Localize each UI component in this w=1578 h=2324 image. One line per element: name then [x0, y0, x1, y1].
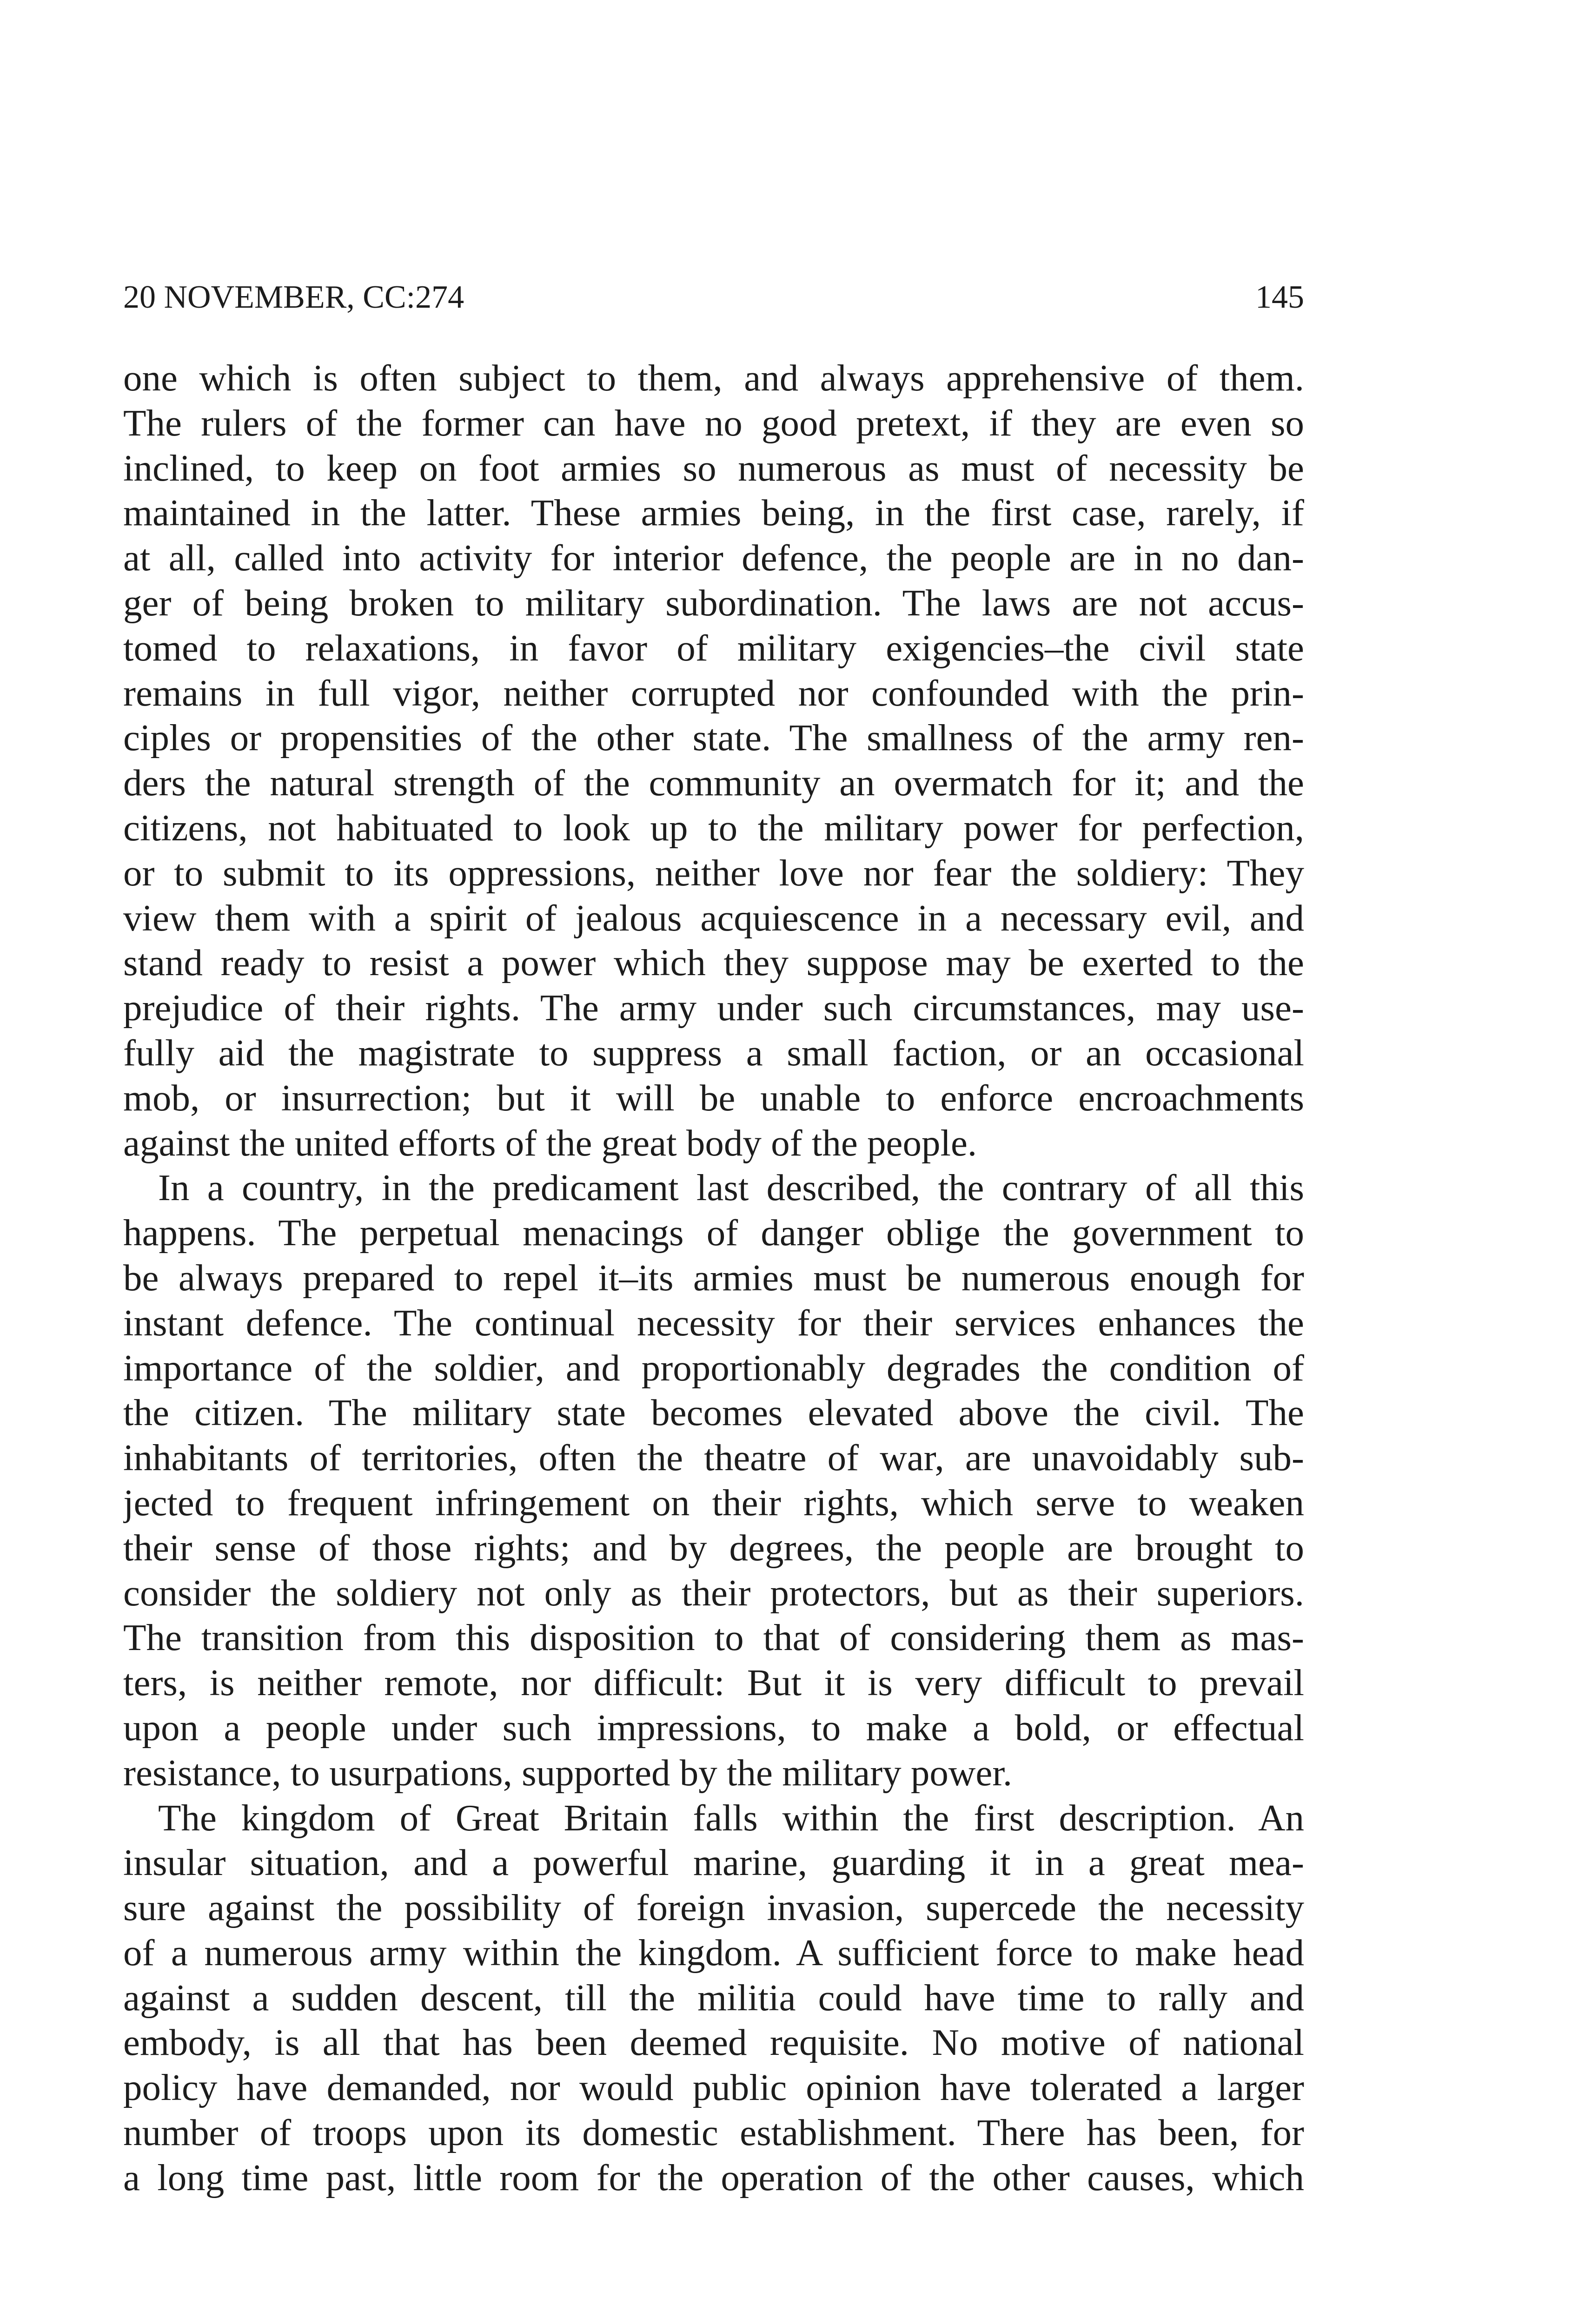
text-line: inhabitants of territories, often the theatre of war, are unavoidably sub-	[123, 1437, 1304, 1479]
text-line: happens. The perpetual menacings of danger oblige the government to	[123, 1212, 1304, 1254]
text-line: importance of the soldier, and proportionably degrades the condition of	[123, 1347, 1304, 1389]
text-line: The kingdom of Great Britain falls within the first description. An	[158, 1796, 1304, 1839]
text-line: fully aid the magistrate to suppress a small faction, or an occasional	[123, 1031, 1304, 1074]
text-line: against a sudden descent, till the militia could have time to rally and	[123, 1976, 1304, 2019]
text-line: be always prepared to repel it–its armies must be numerous enough for	[123, 1256, 1304, 1299]
text-line: sure against the possibility of foreign invasion, supercede the necessity	[123, 1887, 1304, 1929]
text-line: consider the soldiery not only as their protectors, but as their superiors.	[123, 1571, 1304, 1614]
text-line: upon a people under such impressions, to make a bold, or effectual	[123, 1706, 1304, 1749]
text-line: one which is often subject to them, and always apprehensive of them.	[123, 357, 1304, 399]
text-line: the citizen. The military state becomes elevated above the civil. The	[123, 1392, 1304, 1434]
text-line: jected to frequent infringement on their rights, which serve to weaken	[123, 1481, 1304, 1524]
text-line: tomed to relaxations, in favor of military exigencies–the civil state	[123, 627, 1304, 669]
text-line: remains in full vigor, neither corrupted nor confounded with the prin-	[123, 672, 1304, 714]
text-line: The rulers of the former can have no good pretext, if they are even so	[123, 402, 1304, 444]
running-head-title: 20 NOVEMBER, CC:274	[123, 279, 464, 315]
running-head	[123, 274, 1304, 321]
text-line: inclined, to keep on foot armies so numerous as must of necessity be	[123, 447, 1304, 489]
text-line: number of troops upon its domestic establishment. There has been, for	[123, 2112, 1304, 2154]
paragraph	[123, 1796, 1304, 2200]
paragraph	[123, 356, 1304, 1165]
text-line: a long time past, little room for the operation of the other causes, which	[123, 2156, 1304, 2199]
text-line: resistance, to usurpations, supported by the military power.	[123, 1751, 1013, 1794]
text-line: their sense of those rights; and by degrees, the people are brought to	[123, 1526, 1304, 1569]
text-line: ciples or propensities of the other state. The smallness of the army ren-	[123, 717, 1304, 759]
text-line: citizens, not habituated to look up to the military power for perfection,	[123, 806, 1304, 849]
text-line: policy have demanded, nor would public opinion have tolerated a larger	[123, 2067, 1304, 2109]
paragraph	[123, 1165, 1304, 1795]
text-line: or to submit to its oppressions, neither love nor fear the soldiery: They	[123, 852, 1304, 894]
text-line: at all, called into activity for interior defence, the people are in no dan-	[123, 537, 1304, 579]
text-line: ger of being broken to military subordination. The laws are not accus-	[123, 581, 1304, 624]
text-line: In a country, in the predicament last described, the contrary of all this	[158, 1167, 1304, 1209]
text-line: of a numerous army within the kingdom. A sufficient force to make head	[123, 1931, 1304, 1974]
text-line: instant defence. The continual necessity for their services enhances the	[123, 1301, 1304, 1344]
text-line: The transition from this disposition to that of considering them as mas-	[123, 1617, 1304, 1659]
text-line: embody, is all that has been deemed requisite. No motive of national	[123, 2021, 1304, 2064]
text-line: mob, or insurrection; but it will be unable to enforce encroachments	[123, 1076, 1304, 1119]
text-line: view them with a spirit of jealous acquiescence in a necessary evil, and	[123, 897, 1304, 939]
text-line: ders the natural strength of the community an overmatch for it; and the	[123, 762, 1304, 804]
text-line: maintained in the latter. These armies being, in the first case, rarely, if	[123, 492, 1304, 534]
text-line: stand ready to resist a power which they suppose may be exerted to the	[123, 942, 1304, 984]
text-line: insular situation, and a powerful marine, guarding it in a great mea-	[123, 1842, 1304, 1884]
body-text	[123, 356, 1304, 2200]
text-line: against the united efforts of the great body of the people.	[123, 1122, 977, 1164]
page-number: 145	[1255, 279, 1304, 315]
text-line: prejudice of their rights. The army under such circumstances, may use-	[123, 987, 1304, 1029]
text-line: ters, is neither remote, nor difficult: But it is very difficult to prevail	[123, 1662, 1304, 1704]
